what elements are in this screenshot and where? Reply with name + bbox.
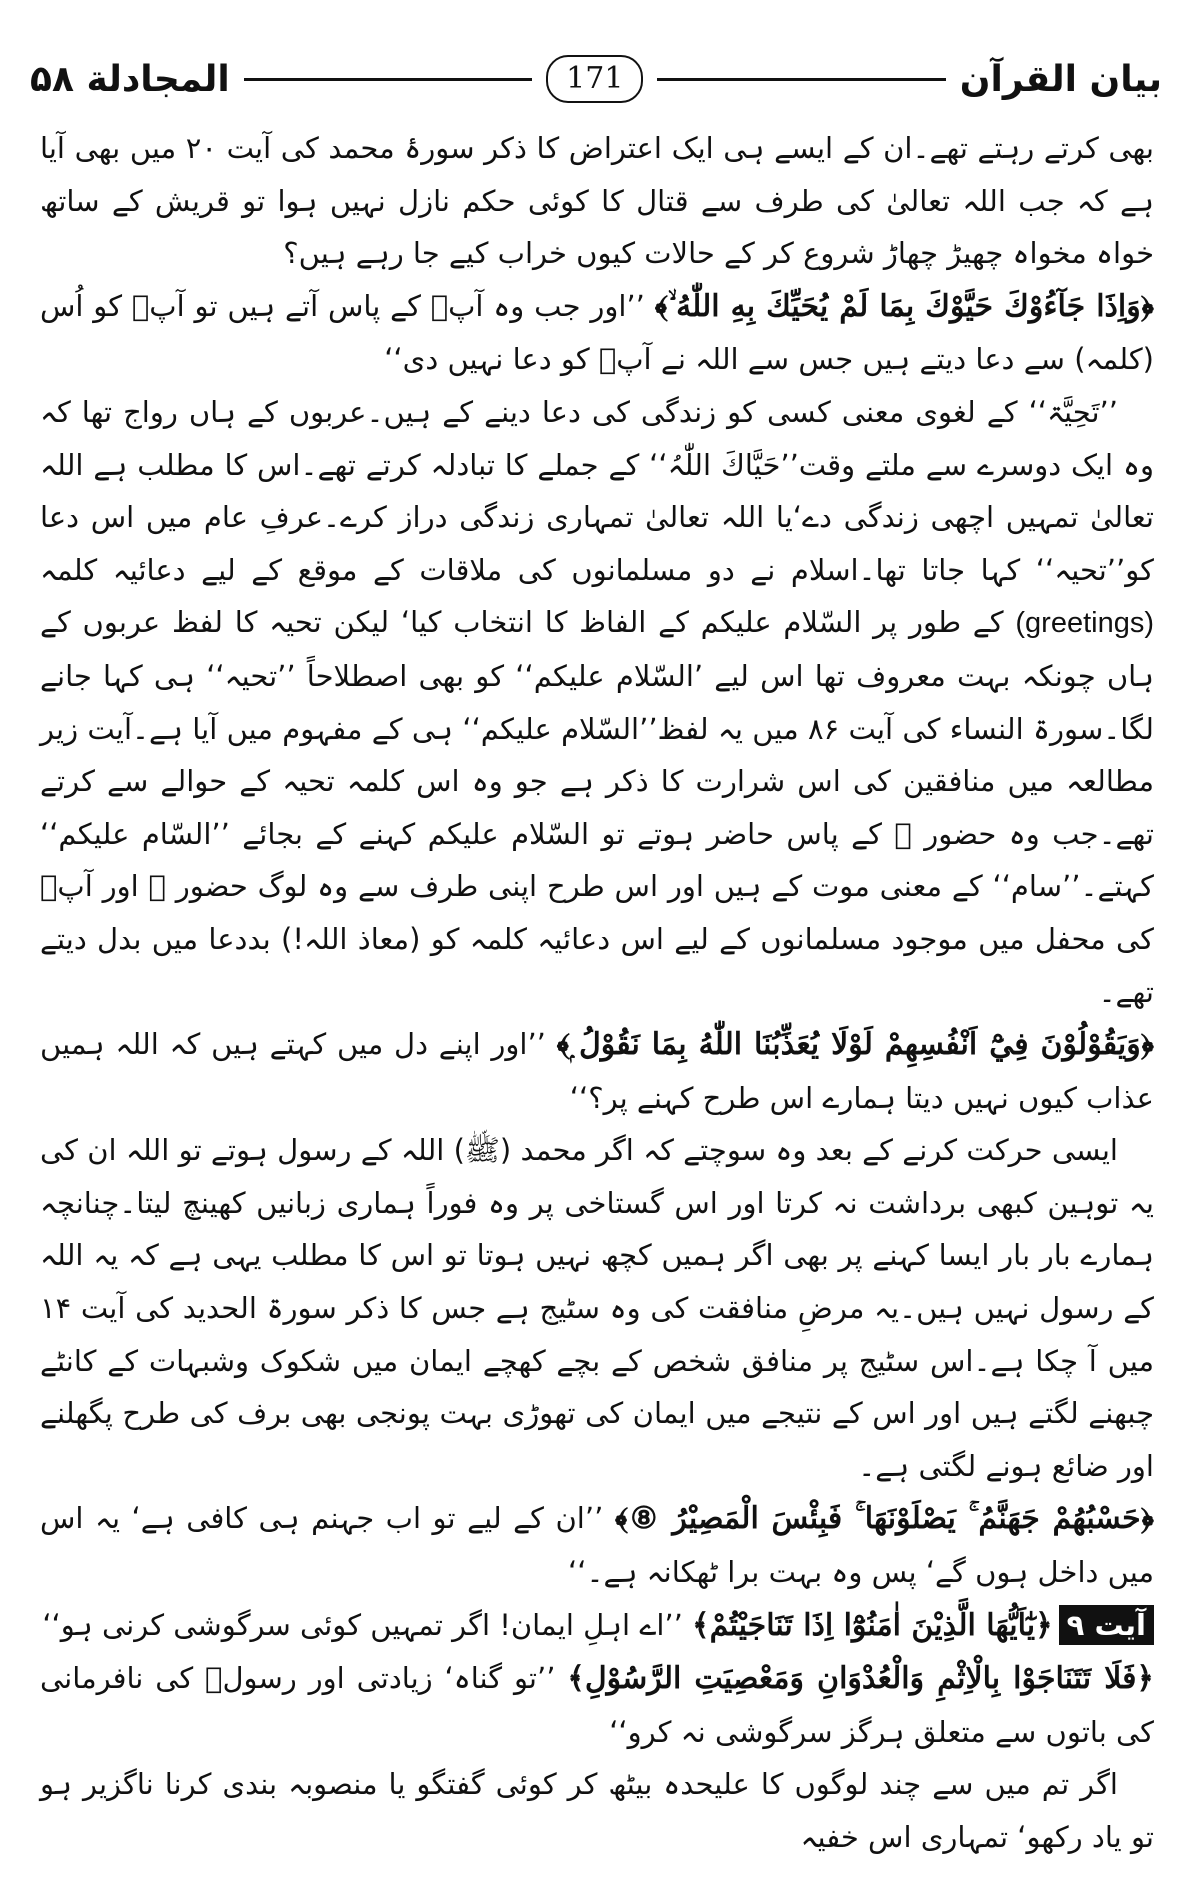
paragraph [40, 1018, 1154, 1124]
paragraph [40, 1492, 1154, 1598]
quran-ayah: ﴿وَاِذَا جَآءُوْكَ حَيَّوْكَ بِمَا لَمْ يُحَيِّكَ بِهِ اللّٰهُ ۙ﴾ [654, 288, 1155, 324]
paragraph-text: بھی کرتے رہتے تھے۔ان کے ایسے ہی ایک اعتراض کا ذکر سورۂ محمد کی آیت ۲۰ میں بھی آیا ہے کہ جب اللہ تعالیٰ کی طرف سے قتال کا کوئی حکم نازل نہیں ہوا تو قریش کے ساتھ خواہ مخواہ چھیڑ چھاڑ شروع کر کے حالات کیوں خراب کیے جا رہے ہیں؟ [40, 131, 1154, 271]
paragraph [40, 1124, 1154, 1492]
quran-ayah: ﴿فَلَا تَتَنَاجَوْا بِالْاِثْمِ وَالْعُدْوَانِ وَمَعْصِيَتِ الرَّسُوْلِ﴾ [567, 1661, 1155, 1697]
page-number-wrap [546, 55, 643, 103]
paragraph [40, 280, 1154, 386]
quran-ayah: ﴿يٰٓاَيُّهَا الَّذِيْنَ اٰمَنُوْٓا اِذَا تَنَاجَيْتُمْ﴾ [692, 1607, 1053, 1643]
paragraph-text: اگر تم میں سے چند لوگوں کا علیحدہ بیٹھ کر کوئی گفتگو یا منصوبہ بندی کرنا ناگزیر ہو تو یاد رکھو‘ تمہاری اس خفیہ [40, 1767, 1154, 1854]
header-rule-left [244, 78, 532, 81]
paragraph-text-continued: کے طور پر السّلام علیکم کے الفاظ کا انتخاب کیا‘ لیکن تحیہ کا لفظ عربوں کے ہاں چونکہ بہت معروف تھا اس لیے ’السّلام علیکم‘‘ کو بھی اصطلاحاً ’’تحیہ‘‘ ہی کہا جانے لگا۔سورۃ النساء کی آیت ۸۶ میں یہ لفظ’’السّلام علیکم‘‘ ہی کے مفہوم میں آیا ہے۔آیت زیر مطالعہ میں منافقین کی اس شرارت کا ذکر ہے جو وہ اس کلمہ تحیہ کے حوالے سے کرتے تھے۔جب وہ حضور ﷺ کے پاس حاضر ہوتے تو السّلام علیکم کہنے کے بجائے ’’السّام علیکم‘‘ کہتے۔’’سام‘‘ کے معنی موت کے ہیں اور اس طرح اپنی طرف سے وہ لوگ حضور ﷺ اور آپؐ کی محفل میں موجود مسلمانوں کے لیے اس دعائیہ کلمہ کو (معاذ اللہ!) بددعا میں بدل دیتے تھے۔ [40, 605, 1154, 1009]
page-number: 171 [546, 55, 643, 103]
paragraph-text: ’’تَحِیَّۃ‘‘ کے لغوی معنی کسی کو زندگی کی دعا دینے کے ہیں۔عربوں کے ہاں رواج تھا کہ وہ ایک دوسرے سے ملتے وقت’’حَیَّاكَ اللّٰہُ‘‘ کے جملے کا تبادلہ کرتے تھے۔اس کا مطلب ہے اللہ تعالیٰ تمہیں اچھی زندگی دے‘یا اللہ تعالیٰ تمہاری زندگی دراز کرے۔عرفِ عام میں اس دعا کو’’تحیہ‘‘ کہا جاتا تھا۔اسلام نے دو مسلمانوں کی ملاقات کے موقع کے لیے دعائیہ کلمہ [40, 394, 1154, 587]
surah-title: المجادلة ۵۸ [30, 58, 230, 100]
ayah-translation: ’’اور اپنے دل میں کہتے ہیں کہ اللہ ہمیں عذاب کیوں نہیں دیتا ہمارے اس طرح کہنے پر؟‘‘ [40, 1027, 1154, 1115]
latin-term: (greetings) [1015, 607, 1154, 640]
paragraph-text: ایسی حرکت کرنے کے بعد وہ سوچتے کہ اگر محمد (ﷺ) اللہ کے رسول ہوتے تو اللہ ان کی یہ توہین کبھی برداشت نہ کرتا اور اس گستاخی پر وہ فوراً ہماری زبانیں کھینچ لیتا۔چنانچہ ہمارے بار بار ایسا کہنے پر بھی اگر ہمیں کچھ نہیں ہوتا تو اس کا مطلب یہی ہے کہ یہ اللہ کے رسول نہیں ہیں۔یہ مرضِ منافقت کی وہ سٹیج ہے جس کا ذکر سورۃ الحدید کی آیت ۱۴ میں آ چکا ہے۔اس سٹیج پر منافق شخص کے بچے کھچے ایمان میں شکوک وشبہات کے کانٹے چبھنے لگتے ہیں اور اس کے نتیجے میں ایمان کی تھوڑی بہت پونجی بھی برف کی طرح پگھلنے اور ضائع ہونے لگتی ہے۔ [40, 1133, 1154, 1483]
book-title: بیان القرآن [959, 58, 1162, 100]
page-body [40, 122, 1154, 1864]
paragraph [40, 122, 1154, 280]
header-rule-right [657, 78, 945, 81]
quran-ayah: ﴿وَيَقُوْلُوْنَ فِيْٓ اَنْفُسِهِمْ لَوْلَا يُعَذِّبُنَا اللّٰهُ بِمَا نَقُوْلُ ۭ﴾ [556, 1027, 1155, 1063]
quran-ayah: ﴿حَسْبُهُمْ جَهَنَّمُ ۚ يَصْلَوْنَهَا ۚ فَبِئْسَ الْمَصِيْرُ ⑧﴾ [614, 1501, 1154, 1537]
paragraph [40, 1599, 1154, 1653]
verse-number-badge: آیت ۹ [1059, 1605, 1154, 1645]
ayah-translation: ’’اور جب وہ آپؐ کے پاس آتے ہیں تو آپؐ کو اُس (کلمہ) سے دعا دیتے ہیں جس سے اللہ نے آپؐ کو دعا نہیں دی‘‘ [40, 288, 1154, 377]
paragraph [40, 1758, 1154, 1863]
ayah-translation: ’’ان کے لیے تو اب جہنم ہی کافی ہے‘ یہ اس میں داخل ہوں گے‘ پس وہ بہت برا ٹھکانہ ہے۔‘‘ [40, 1501, 1154, 1590]
page-header [30, 44, 1162, 114]
paragraph [40, 1652, 1154, 1758]
ayah-translation: ’’تو گناہ‘ زیادتی اور رسولؐ کی نافرمانی کی باتوں سے متعلق ہرگز سرگوشی نہ کرو‘‘ [40, 1661, 1154, 1749]
ayah-translation: ’’اے اہلِ ایمان! اگر تمہیں کوئی سرگوشی کرنی ہو‘‘ [42, 1607, 693, 1642]
paragraph [40, 386, 1154, 1018]
